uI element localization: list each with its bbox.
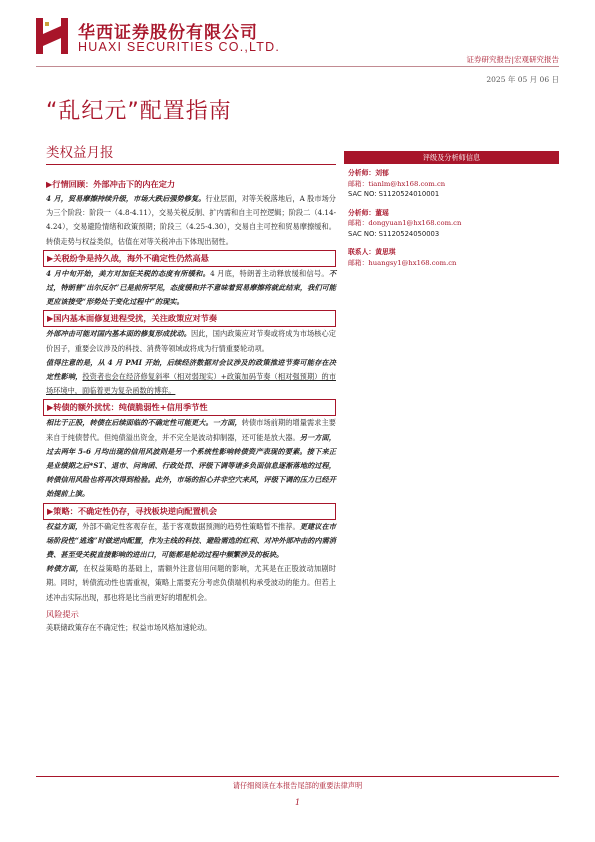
footer-divider bbox=[36, 776, 559, 777]
section-heading: ▶国内基本面修复进程受扰，关注政策应对节奏 bbox=[43, 310, 336, 327]
section-heading: ▶策略：不确定性仍存，寻找板块逆向配置机会 bbox=[43, 503, 336, 520]
page-number: 1 bbox=[294, 798, 301, 807]
report-type: 证券研究报告|宏观研究报告 bbox=[466, 55, 559, 64]
analyst-email[interactable]: tianlm@hx168.com.cn bbox=[368, 179, 446, 188]
analyst-card: 分析师：刘郁 邮箱：tianlm@hx168.com.cn SAC NO: S1120524010001 bbox=[348, 168, 559, 200]
analyst-name: 董瑶 bbox=[375, 208, 389, 217]
analyst-email[interactable]: dongyuan1@hx168.com.cn bbox=[368, 219, 462, 227]
subtitle-divider bbox=[46, 164, 336, 165]
section-heading: ▶行情回顾：外部冲击下的内在定力 bbox=[46, 179, 176, 189]
paragraph: 相比于正股，转债在后续面临的不确定性可能更大。一方面，转债市场前期的增量需求主要来自于纯债替代。但纯债溢出资金，并不完全是波动抑制器，还可能是放大器。另一方面，过去两年 5-6 月均出现的信用风波则是另一个系统性影响转债资产表现的要素。接下来正是业绩期之后*ST、退市、问询函、行政处罚、评级下调等诸多负面信息逐渐落地的过程，转债信用风险也将再次得到检验。此外，市场的担心并非空穴来风，评级下调的压力已经开始提前上演。 bbox=[46, 418, 336, 499]
contact-card: 联系人：黄思琪 邮箱：huangsy1@hx168.com.cn bbox=[348, 248, 457, 267]
analyst-info-heading: 评级及分析师信息 bbox=[344, 151, 559, 164]
risk-heading: 风险提示 bbox=[46, 608, 79, 619]
header-divider bbox=[36, 66, 559, 67]
risk-text: 美联储政策存在不确定性；权益市场风格加速轮动。 bbox=[46, 623, 212, 633]
paragraph: 外部冲击可能对国内基本面的修复形成扰动。因此，国内政策应对节奏或将成为市场核心定价因子，重要会议涉及的科技、消费等领域或将成为行情重要轮动项。 bbox=[46, 329, 336, 353]
report-subtitle: 类权益月报 bbox=[46, 145, 114, 161]
analyst-info-panel bbox=[348, 168, 559, 276]
section-heading: ▶关税纷争是持久战，海外不确定性仍然高悬 bbox=[43, 250, 336, 267]
report-date: 2025 年 05 月 06 日 bbox=[486, 75, 559, 84]
analyst-name: 刘郁 bbox=[375, 169, 389, 177]
paragraph: 4 月中旬开始，美方对加征关税的态度有所缓和。4 月底，特朗普主动释放缓和信号。不过，特朗普“出尔反尔”已是前所罕见，态度缓和并不意味着贸易摩擦将就此结束，我们可能更应该接受“形势处于变化过程中”的现实。 bbox=[46, 268, 337, 307]
paragraph: 转债方面，在权益策略的基础上，需额外注意信用问题的影响，尤其是在正股波动加剧时期。同时，转债流动性也需重视，策略上需要充分考虑负债端机构承受波动的能力。但若上述冲击实际出现，那也将是比当前更好的增配机会。 bbox=[46, 564, 336, 602]
legal-notice: 请仔细阅读在本报告尾部的重要法律声明 bbox=[232, 781, 363, 790]
company-logo-icon bbox=[36, 18, 68, 54]
section-heading: ▶转债的额外扰忧：纯债脆弱性+信用季节性 bbox=[43, 399, 336, 416]
company-name-cn: 华西证券股份有限公司 bbox=[78, 23, 258, 43]
report-title: “乱纪元”配置指南 bbox=[46, 99, 232, 124]
contact-email[interactable]: huangsy1@hx168.com.cn bbox=[368, 258, 457, 267]
paragraph: 值得注意的是，从 4 月 PMI 开始，后续经济数据对会议涉及的政策推进节奏可能存在决定性影响，投资者也会在经济修复斜率（相对弱现实）+政策加码节奏（相对强预期）的市场环境中，面临着更为复杂函数的博弈。 bbox=[46, 357, 336, 396]
company-name-en: HUAXI SECURITIES CO.,LTD. bbox=[78, 40, 281, 54]
report-body bbox=[46, 176, 336, 635]
contact-name: 黄思琪 bbox=[375, 248, 396, 256]
paragraph: 4 月，贸易摩擦持续升级，市场大跌后强势修复。行业层面，对等关税落地后，A 股市场分为三个阶段：阶段一（4.8-4.11），交易关税反制、扩内需和自主可控逻辑；阶段二（4.14-4.24），交易避险情绪和政策预期；阶段三（4.25-4.30），交易自主可控和贸易摩擦缓和。转债走势与权益类似，估值在对等关税冲击下体现出韧性。 bbox=[46, 194, 336, 246]
analyst-sac: SAC NO: S1120524010001 bbox=[348, 190, 440, 198]
analyst-sac: SAC NO: S1120524050003 bbox=[348, 229, 440, 238]
paragraph: 权益方面，外部不确定性客观存在，基于客观数据预测的趋势性策略暂不推荐。更建议在市场阶段性“逃逸”时做逆向配置，作为主线的科技、避险需选的红利、对冲外部冲击的内需消费、甚至受关税直接影响的进出口，可能都是轮动过程中频繁涉及的板块。 bbox=[46, 521, 336, 560]
analyst-card: 分析师：董瑶 邮箱：dongyuan1@hx168.com.cn SAC NO: S1120524050003 bbox=[348, 208, 559, 240]
